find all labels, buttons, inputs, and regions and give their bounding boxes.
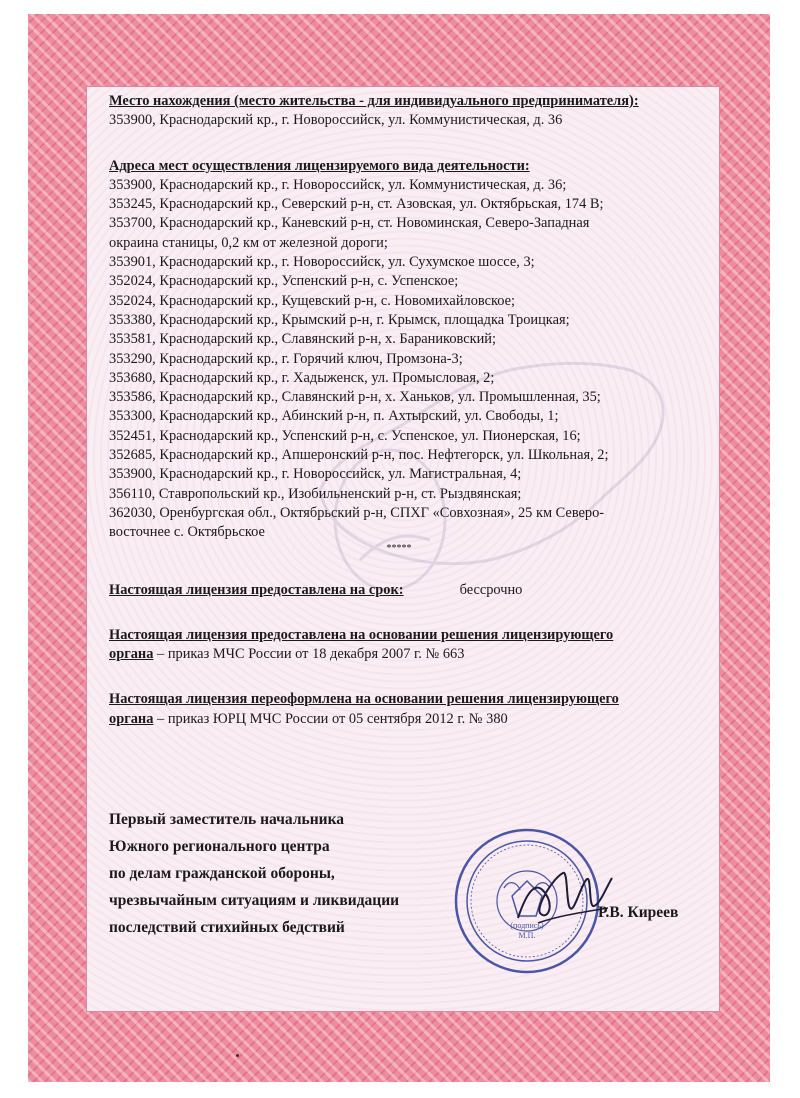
address-line: 356110, Ставропольский кр., Изобильненский р-н, ст. Рыздвянская; [109, 485, 522, 502]
reissue-heading: Настоящая лицензия переоформлена на основании решения лицензирующего [109, 691, 619, 708]
license-basis [109, 626, 709, 665]
signatory-line: Первый заместитель начальника [109, 811, 345, 828]
license-term [109, 581, 709, 600]
signatory-title [109, 806, 399, 941]
address-line: 352451, Краснодарский кр., Успенский р-н, с. Успенское, ул. Пионерская, 16; [109, 427, 581, 444]
address-line: 353290, Краснодарский кр., г. Горячий ключ, Промзона-3; [109, 350, 463, 367]
address-line: 353900, Краснодарский кр., г. Новороссийск, ул. Коммунистическая, д. 36; [109, 176, 567, 193]
section-separator: ***** [386, 542, 412, 554]
address-line: 362030, Оренбургская обл., Октябрьский р-н, СПХГ «Совхозная», 25 км Северо- [109, 504, 605, 521]
term-value: бессрочно [459, 581, 523, 598]
address-line: 352024, Краснодарский кр., Успенский р-н, с. Успенское; [109, 273, 459, 290]
license-reissue [109, 690, 709, 729]
address-line: 353581, Краснодарский кр., Славянский р-н, х. Бараниковский; [109, 331, 497, 348]
address-line: 353586, Краснодарский кр., Славянский р-н, х. Ханьков, ул. Промышленная, 35; [109, 389, 601, 406]
handwritten-signature [508, 858, 618, 938]
seal-mp-label: М.П. [518, 931, 536, 940]
speck [236, 1054, 239, 1057]
address-line: 353245, Краснодарский кр., Северский р-н, ст. Азовская, ул. Октябрьская, 174 В; [109, 196, 604, 213]
address-line: 353900, Краснодарский кр., г. Новороссийск, ул. Магистральная, 4; [109, 466, 522, 483]
address-line: 353700, Краснодарский кр., Каневский р-н, ст. Новоминская, Северо-Западная [109, 215, 590, 232]
address-line: 352024, Краснодарский кр., Кущевский р-н, с. Новомихайловское; [109, 292, 516, 309]
signer-name: Р.В. Киреев [598, 904, 679, 921]
address-line: 352685, Краснодарский кр., Апшеронский р-н, пос. Нефтегорск, ул. Школьная, 2; [109, 447, 609, 464]
activity-address-list [109, 176, 709, 543]
address-line: 353680, Краснодарский кр., г. Хадыженск, ул. Промысловая, 2; [109, 369, 495, 386]
basis-heading: Настоящая лицензия предоставлена на основании решения лицензирующего [109, 626, 614, 643]
address-line: окраина станицы, 0,2 км от железной дороги; [109, 234, 388, 251]
address-line: 353901, Краснодарский кр., г. Новороссийск, ул. Сухумское шоссе, 3; [109, 254, 535, 271]
reissue-heading-end: органа [109, 710, 154, 727]
signatory-line: чрезвычайным ситуациям и ликвидации [109, 892, 400, 909]
address-line: 353380, Краснодарский кр., Крымский р-н, г. Крымск, площадка Троицкая; [109, 311, 570, 328]
term-heading: Настоящая лицензия предоставлена на срок: [109, 581, 404, 598]
reissue-order: – приказ ЮРЦ МЧС России от 05 сентября 2012 г. № 380 [153, 710, 508, 727]
signatory-line: последствий стихийных бедствий [109, 919, 345, 936]
seal-signature-label: (подпись) [510, 921, 544, 930]
basis-heading-end: органа [109, 646, 154, 663]
signatory-line: Южного регионального центра [109, 838, 330, 855]
activity-addresses-heading: Адреса мест осуществления лицензируемого вида деятельности: [109, 157, 530, 174]
basis-order: – приказ МЧС России от 18 декабря 2007 г. № 663 [153, 646, 465, 663]
address-line: 353300, Краснодарский кр., Абинский р-н, п. Ахтырский, ул. Свободы, 1; [109, 408, 559, 425]
location-address: 353900, Краснодарский кр., г. Новороссийск, ул. Коммунистическая, д. 36 [109, 112, 563, 129]
address-line: восточнее с. Октябрьское [109, 524, 265, 541]
license-body [109, 92, 709, 729]
location-heading: Место нахождения (место жительства - для индивидуального предпринимателя): [109, 93, 639, 109]
signatory-line: по делам гражданской обороны, [109, 865, 335, 882]
